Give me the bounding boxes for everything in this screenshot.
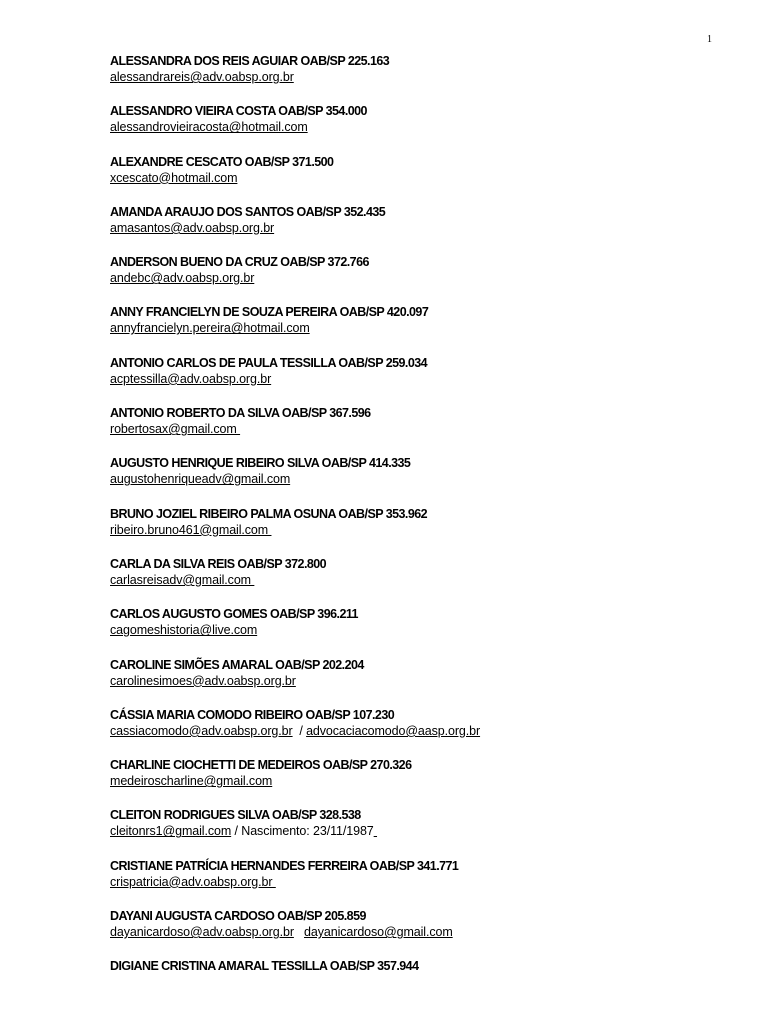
lawyer-name: CHARLINE CIOCHETTI DE MEDEIROS OAB/SP 270.326 <box>110 758 412 773</box>
lawyer-entry <box>110 455 730 505</box>
email-link[interactable]: cagomeshistoria@live.com <box>110 623 258 638</box>
lawyer-entry <box>110 807 730 857</box>
contact-line <box>110 471 730 487</box>
email-link[interactable]: alessandrovieiracosta@hotmail.com <box>110 120 308 135</box>
contact-line <box>110 773 730 789</box>
lawyer-name: ALESSANDRA DOS REIS AGUIAR OAB/SP 225.163 <box>110 54 390 68</box>
lawyer-name: ALESSANDRO VIEIRA COSTA OAB/SP 354.000 <box>110 104 367 119</box>
lawyer-name: ALEXANDRE CESCATO OAB/SP 371.500 <box>110 154 334 169</box>
contact-line <box>110 270 730 286</box>
email-link[interactable]: acptessilla@adv.oabsp.org.br <box>110 371 272 386</box>
email-link[interactable]: xcescato@hotmail.com <box>110 170 238 185</box>
lawyer-entry <box>110 405 730 455</box>
lawyer-entry <box>110 154 730 204</box>
lawyer-entry <box>110 958 730 1008</box>
contact-text <box>294 925 304 939</box>
email-link[interactable]: amasantos@adv.oabsp.org.br <box>110 220 275 235</box>
lawyer-entry <box>110 53 730 103</box>
lawyer-list <box>110 53 730 1009</box>
contact-line <box>110 622 730 638</box>
page-number: 1 <box>707 34 712 45</box>
lawyer-name: BRUNO JOZIEL RIBEIRO PALMA OSUNA OAB/SP 353.962 <box>110 506 428 521</box>
email-link[interactable]: annyfrancielyn.pereira@hotmail.com <box>110 321 310 336</box>
email-link[interactable]: alessandrareis@adv.oabsp.org.br <box>110 70 294 84</box>
contact-line <box>110 673 730 689</box>
lawyer-name: DIGIANE CRISTINA AMARAL TESSILLA OAB/SP 357.944 <box>110 959 419 974</box>
contact-line <box>110 371 730 387</box>
lawyer-entry <box>110 707 730 757</box>
contact-line <box>110 69 730 85</box>
contact-line <box>110 421 730 437</box>
lawyer-name: CRISTIANE PATRÍCIA HERNANDES FERREIRA OAB/SP 341.771 <box>110 858 459 873</box>
contact-line <box>110 823 730 839</box>
email-link[interactable]: carolinesimoes@adv.oabsp.org.br <box>110 673 296 688</box>
email-link[interactable]: augustohenriqueadv@gmail.com <box>110 472 291 487</box>
lawyer-entry <box>110 908 730 958</box>
email-link[interactable]: carlasreisadv@gmail.com <box>110 572 255 587</box>
lawyer-entry <box>110 657 730 707</box>
email-link[interactable]: advocaciacomodo@aasp.org.br <box>306 723 481 738</box>
email-link[interactable] <box>374 824 377 838</box>
lawyer-entry <box>110 757 730 807</box>
lawyer-entry <box>110 556 730 606</box>
lawyer-name: DAYANI AUGUSTA CARDOSO OAB/SP 205.859 <box>110 909 366 924</box>
email-link[interactable]: medeiroscharline@gmail.com <box>110 774 273 789</box>
lawyer-name: ANTONIO ROBERTO DA SILVA OAB/SP 367.596 <box>110 406 371 421</box>
email-link[interactable]: robertosax@gmail.com <box>110 422 241 437</box>
email-link[interactable]: dayanicardoso@gmail.com <box>304 925 453 940</box>
contact-text: / <box>292 723 307 738</box>
lawyer-name: ANNY FRANCIELYN DE SOUZA PEREIRA OAB/SP 420.097 <box>110 305 429 320</box>
lawyer-name: ANDERSON BUENO DA CRUZ OAB/SP 372.766 <box>110 255 369 270</box>
contact-text: / Nascimento: 23/11/1987 <box>231 824 374 839</box>
contact-line <box>110 119 730 135</box>
lawyer-name: CÁSSIA MARIA COMODO RIBEIRO OAB/SP 107.230 <box>110 707 395 722</box>
lawyer-name: CARLA DA SILVA REIS OAB/SP 372.800 <box>110 556 327 571</box>
email-link[interactable]: crispatricia@adv.oabsp.org.br <box>110 874 276 889</box>
email-link[interactable]: andebc@adv.oabsp.org.br <box>110 271 255 286</box>
email-link[interactable]: cleitonrs1@gmail.com <box>110 824 232 839</box>
lawyer-name: AMANDA ARAUJO DOS SANTOS OAB/SP 352.435 <box>110 204 386 219</box>
contact-line <box>110 170 730 186</box>
contact-line <box>110 572 730 588</box>
contact-line <box>110 723 730 739</box>
lawyer-name: CLEITON RODRIGUES SILVA OAB/SP 328.538 <box>110 808 361 823</box>
lawyer-name: AUGUSTO HENRIQUE RIBEIRO SILVA OAB/SP 414.335 <box>110 456 411 471</box>
email-link[interactable]: dayanicardoso@adv.oabsp.org.br <box>110 925 294 940</box>
lawyer-name: ANTONIO CARLOS DE PAULA TESSILLA OAB/SP 259.034 <box>110 355 428 370</box>
contact-line <box>110 924 730 940</box>
contact-line <box>110 320 730 336</box>
lawyer-entry <box>110 204 730 254</box>
contact-line <box>110 874 730 890</box>
lawyer-entry <box>110 858 730 908</box>
contact-line <box>110 220 730 236</box>
email-link[interactable]: cassiacomodo@adv.oabsp.org.br <box>110 723 293 738</box>
lawyer-entry <box>110 506 730 556</box>
lawyer-name: CAROLINE SIMÕES AMARAL OAB/SP 202.204 <box>110 657 364 672</box>
lawyer-entry <box>110 254 730 304</box>
lawyer-name: CARLOS AUGUSTO GOMES OAB/SP 396.211 <box>110 607 358 622</box>
email-link[interactable]: ribeiro.bruno461@gmail.com <box>110 522 272 537</box>
contact-line <box>110 522 730 538</box>
lawyer-entry <box>110 355 730 405</box>
lawyer-entry <box>110 606 730 656</box>
lawyer-entry <box>110 103 730 153</box>
lawyer-entry <box>110 304 730 354</box>
